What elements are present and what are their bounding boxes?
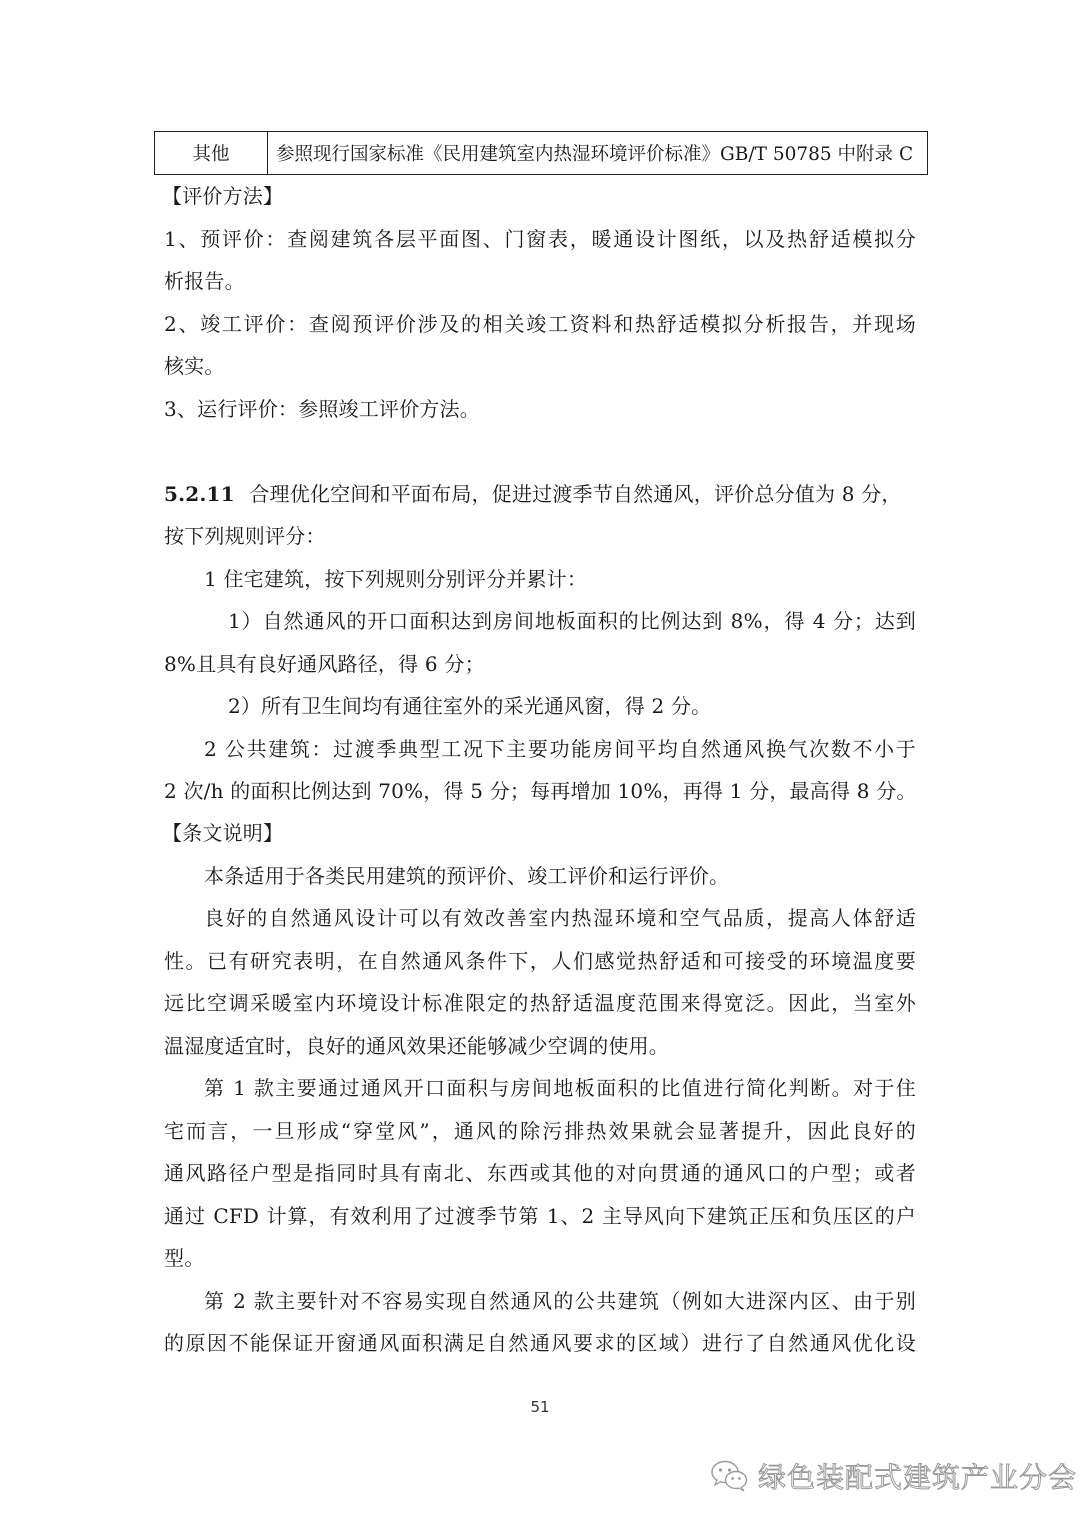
eval-method-line-4: 核实。: [164, 354, 225, 378]
clause-title: [164, 481, 902, 507]
clause-title-line-2: 按下列规则评分：: [164, 524, 326, 548]
watermark-text: 绿色装配式建筑产业分会: [758, 1461, 1078, 1494]
reference-cell: 参照现行国家标准《民用建筑室内热湿环境评价标准》GB/T 50785 中附录 C: [268, 132, 928, 175]
explanation-line-3: 性。已有研究表明，在自然通风条件下，人们感觉热舒适和可接受的环境温度要: [164, 949, 916, 973]
clause-item-1-1: 1）自然通风的开口面积达到房间地板面积的比例达到 8%，得 4 分；达到: [228, 609, 916, 633]
explanation-line-12: 的原因不能保证开窗通风面积满足自然通风要求的区域）进行了自然通风优化设: [164, 1331, 916, 1355]
eval-method-line-1: 1、预评价：查阅建筑各层平面图、门窗表，暖通设计图纸，以及热舒适模拟分: [164, 227, 916, 251]
eval-method-line-3: 2、竣工评价：查阅预评价涉及的相关竣工资料和热舒适模拟分析报告，并现场: [164, 312, 916, 336]
explanation-line-10: 型。: [164, 1246, 205, 1270]
clause-title-text: 合理优化空间和平面布局，促进过渡季节自然通风，评价总分值为 8 分，: [249, 482, 902, 506]
clause-item-2-cont: 2 次/h 的面积比例达到 70%，得 5 分；每再增加 10%，再得 1 分，最高得 8 分。: [164, 779, 917, 803]
eval-method-line-2: 析报告。: [164, 269, 245, 293]
reference-table: [154, 131, 928, 175]
category-cell: 其他: [155, 132, 268, 175]
clause-item-1-2: 2）所有卫生间均有通往室外的采光通风窗，得 2 分。: [228, 694, 712, 718]
explanation-line-6: 第 1 款主要通过通风开口面积与房间地板面积的比值进行简化判断。对于住: [204, 1076, 916, 1100]
explanation-heading: 【条文说明】: [162, 821, 284, 845]
eval-method-line-5: 3、运行评价：参照竣工评价方法。: [164, 397, 480, 421]
table-row: [155, 132, 928, 175]
clause-item-2: 2 公共建筑：过渡季典型工况下主要功能房间平均自然通风换气次数不小于: [204, 737, 916, 761]
watermark: [710, 1456, 1077, 1496]
explanation-line-11: 第 2 款主要针对不容易实现自然通风的公共建筑（例如大进深内区、由于别: [204, 1289, 916, 1313]
page-number: 51: [530, 1398, 550, 1416]
wechat-icon: [710, 1459, 748, 1493]
explanation-line-4: 远比空调采暖室内环境设计标准限定的热舒适温度范围来得宽泛。因此，当室外: [164, 991, 916, 1015]
explanation-line-2: 良好的自然通风设计可以有效改善室内热湿环境和空气品质，提高人体舒适: [204, 906, 916, 930]
clause-item-1-1-cont: 8%且具有良好通风路径，得 6 分；: [164, 652, 485, 676]
clause-item-1: 1 住宅建筑，按下列规则分别评分并累计：: [204, 567, 588, 591]
explanation-line-1: 本条适用于各类民用建筑的预评价、竣工评价和运行评价。: [204, 864, 730, 888]
explanation-line-9: 通过 CFD 计算，有效利用了过渡季节第 1、2 主导风向下建筑正压和负压区的户: [164, 1204, 916, 1228]
explanation-line-5: 温湿度适宜时，良好的通风效果还能够减少空调的使用。: [164, 1034, 669, 1058]
explanation-line-8: 通风路径户型是指同时具有南北、东西或其他的对向贯通的通风口的户型；或者: [164, 1161, 916, 1185]
explanation-line-7: 宅而言，一旦形成“穿堂风”，通风的除污排热效果就会显著提升，因此良好的: [164, 1119, 916, 1143]
eval-method-heading: 【评价方法】: [162, 184, 284, 208]
clause-number: 5.2.11: [164, 482, 235, 506]
